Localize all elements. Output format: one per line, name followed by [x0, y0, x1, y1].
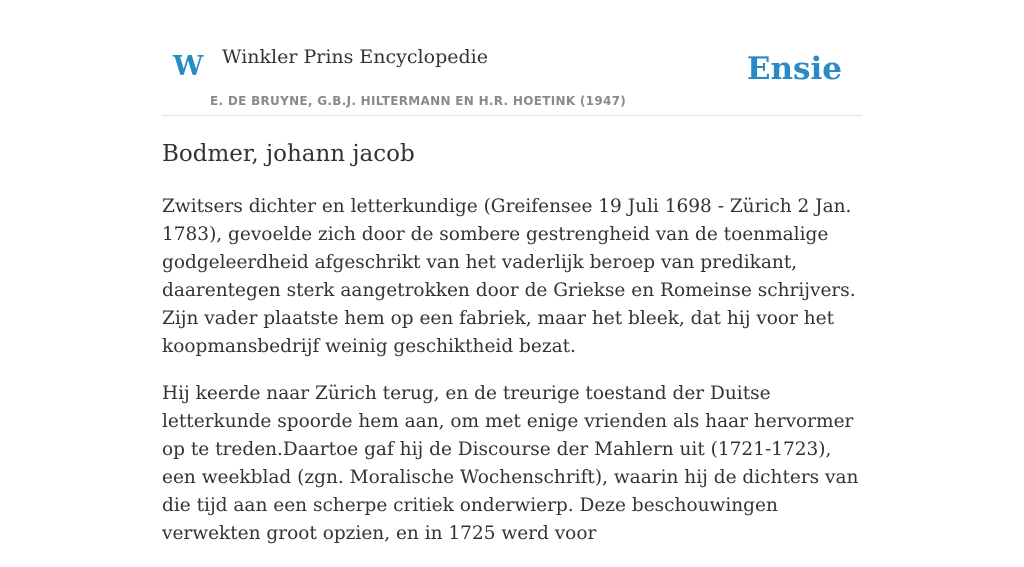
header [162, 40, 862, 116]
article [162, 138, 862, 567]
article-paragraph: Zwitsers dichter en letterkundige (Greifensee 19 Juli 1698 - Zürich 2 Jan. 1783), gevoelde zich door de sombere gestrengheid van de toenmalige godgeleerdheid afgeschrikt van het vaderlijk beroep van predikant, daarentegen sterk aangetrokken door de Griekse en Romeinse schrijvers. Zijn vader plaatste hem op een fabriek, maar het bleek, dat hij voor het koopmansbedrijf weinig geschiktheid bezat. [162, 196, 856, 358]
article-title: Bodmer, johann jacob [162, 141, 415, 167]
article-paragraph: Hij keerde naar Zürich terug, en de treurige toestand der Duitse letterkunde spoorde hem aan, om met enige vrienden als haar hervormer op te treden.Daartoe gaf hij de Discourse der Mahlern uit (1721-1723), een weekblad (zgn. Moralische Wochenschrift), waarin hij de dichters van die tijd aan een scherpe critiek onderwierp. Deze beschouwingen verwekten groot opzien, en in 1725 werd voor [162, 383, 859, 545]
brand-logo[interactable]: Ensie [746, 51, 842, 87]
publication-authors: E. DE BRUYNE, G.B.J. HILTERMANN EN H.R. HOETINK (1947) [210, 94, 627, 108]
publication-logo[interactable]: W [173, 51, 204, 82]
publication-title[interactable]: Winkler Prins Encyclopedie [222, 46, 488, 68]
